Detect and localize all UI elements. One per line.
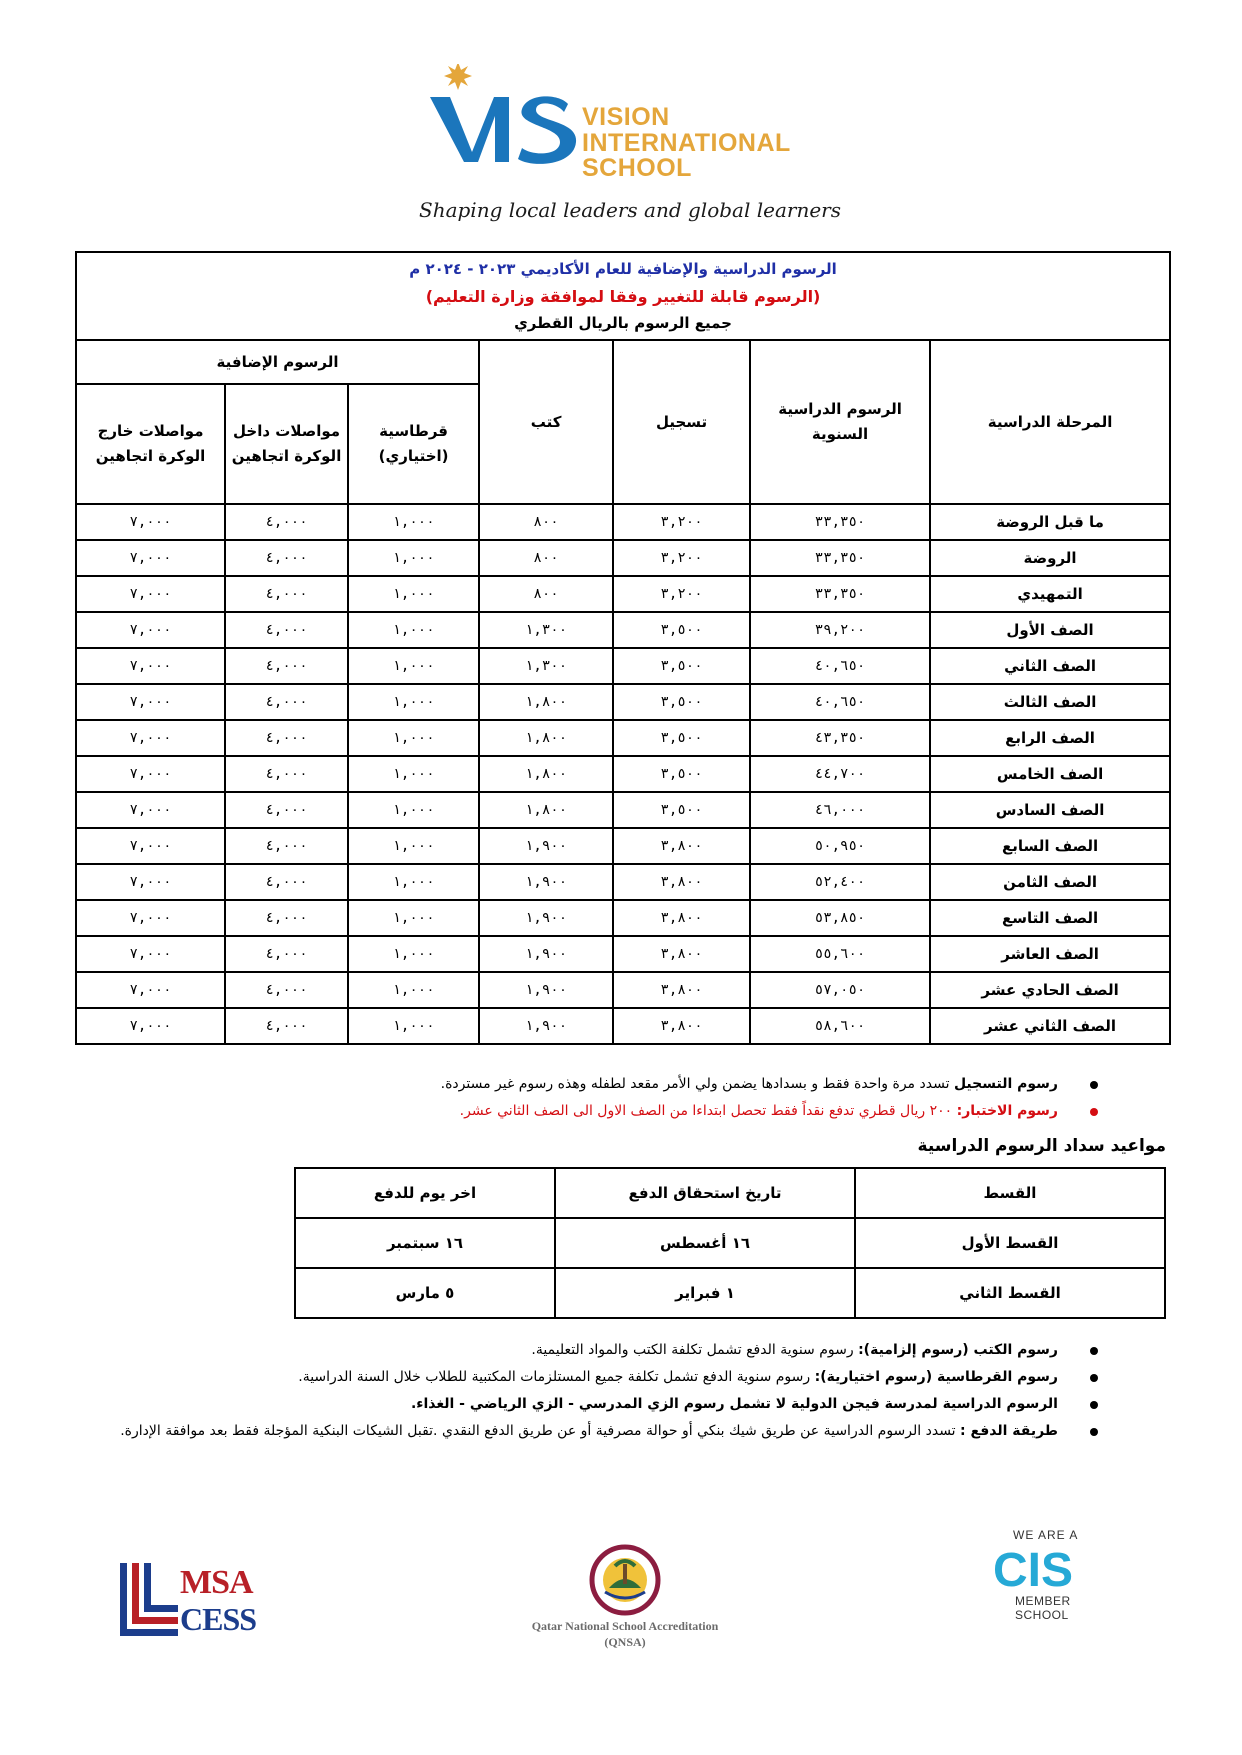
cell-transport-in: ٤,٠٠٠ xyxy=(225,756,348,792)
cell-books: ١,٣٠٠ xyxy=(479,648,613,684)
note-label: رسوم القرطاسية (رسوم اختيارية): xyxy=(814,1369,1058,1385)
cell-registration: ٣,٨٠٠ xyxy=(613,936,750,972)
table-row xyxy=(76,576,1170,612)
col-stationery-line2: (اختياري) xyxy=(378,447,449,465)
table-row xyxy=(76,540,1170,576)
bullet-icon xyxy=(1090,1428,1098,1436)
cell-annual: ٣٣,٣٥٠ xyxy=(750,576,930,612)
cis-top-text: WE ARE A xyxy=(1013,1528,1079,1542)
cell-stationery: ١,٠٠٠ xyxy=(348,828,479,864)
cell-stationery: ١,٠٠٠ xyxy=(348,1008,479,1044)
cell-books: ١,٩٠٠ xyxy=(479,1008,613,1044)
cell-books: ١,٨٠٠ xyxy=(479,756,613,792)
school-logo xyxy=(428,64,828,194)
cis-mark-icon xyxy=(991,1544,1091,1594)
cell-registration: ٣,٨٠٠ xyxy=(613,900,750,936)
cell-registration: ٣,٢٠٠ xyxy=(613,540,750,576)
fees-table xyxy=(75,251,1171,1045)
cell-stage: الصف الثاني عشر xyxy=(930,1008,1170,1044)
col-transport-in xyxy=(225,384,348,504)
cell-registration: ٣,٥٠٠ xyxy=(613,684,750,720)
cell-transport-in: ٤,٠٠٠ xyxy=(225,864,348,900)
cell-transport-in: ٤,٠٠٠ xyxy=(225,828,348,864)
cell-stationery: ١,٠٠٠ xyxy=(348,684,479,720)
cell-stationery: ١,٠٠٠ xyxy=(348,540,479,576)
cell-books: ١,٨٠٠ xyxy=(479,792,613,828)
note-text: تسدد مرة واحدة فقط و بسدادها يضمن ولي الأمر مقعد لطفله وهذه رسوم غير مستردة. xyxy=(440,1076,954,1092)
qnsa-seal-icon xyxy=(585,1540,665,1616)
cell-transport-in: ٤,٠٠٠ xyxy=(225,936,348,972)
table-row xyxy=(76,900,1170,936)
cell-annual: ٤٣,٣٥٠ xyxy=(750,720,930,756)
cell-registration: ٣,٨٠٠ xyxy=(613,828,750,864)
note-item xyxy=(42,1337,1102,1364)
cell-transport-in: ٤,٠٠٠ xyxy=(225,648,348,684)
notes-bottom xyxy=(42,1337,1102,1445)
table-currency: جميع الرسوم بالريال القطري xyxy=(514,313,732,332)
cell-stationery: ١,٠٠٠ xyxy=(348,576,479,612)
cell-registration: ٣,٢٠٠ xyxy=(613,504,750,540)
note-item xyxy=(42,1364,1102,1391)
note-item xyxy=(42,1391,1102,1418)
table-row xyxy=(76,792,1170,828)
cell-stage: الصف السادس xyxy=(930,792,1170,828)
note-label: رسوم التسجيل xyxy=(953,1076,1058,1092)
qnsa-logo xyxy=(505,1540,745,1650)
col-transport-out xyxy=(76,384,225,504)
table-title: الرسوم الدراسية والإضافية للعام الأكاديمي ٢٠٢٣ - ٢٠٢٤ م xyxy=(409,259,837,278)
table-row xyxy=(76,828,1170,864)
bullet-icon xyxy=(1090,1401,1098,1409)
cell-annual: ٥٢,٤٠٠ xyxy=(750,864,930,900)
cis-member: MEMBER xyxy=(1015,1594,1071,1608)
table-row xyxy=(76,864,1170,900)
note-item xyxy=(42,1418,1102,1445)
col-annual: الرسوم الدراسية السنوية xyxy=(750,340,930,504)
cess-text: CESS xyxy=(180,1601,257,1637)
cell-stationery: ١,٠٠٠ xyxy=(348,756,479,792)
cell-transport-in: ٤,٠٠٠ xyxy=(225,540,348,576)
logo-line-vision: VISION xyxy=(582,103,670,131)
table-note: (الرسوم قابلة للتغيير وفقا لموافقة وزارة التعليم) xyxy=(425,286,821,306)
cell-stationery: ١,٠٠٠ xyxy=(348,864,479,900)
cell-stage: الصف السابع xyxy=(930,828,1170,864)
schedule-cell: القسط الأول xyxy=(855,1218,1165,1268)
cis-bottom-text xyxy=(1015,1594,1071,1622)
col-books: كتب xyxy=(479,340,613,504)
schedule-row xyxy=(295,1268,1165,1318)
fee-rows xyxy=(76,504,1170,1044)
cell-books: ١,٩٠٠ xyxy=(479,900,613,936)
cell-stage: الصف الحادي عشر xyxy=(930,972,1170,1008)
cell-transport-in: ٤,٠٠٠ xyxy=(225,792,348,828)
cell-books: ٨٠٠ xyxy=(479,576,613,612)
qnsa-line1: Qatar National School Accreditation xyxy=(531,1619,719,1633)
cell-transport-in: ٤,٠٠٠ xyxy=(225,972,348,1008)
cell-transport-in: ٤,٠٠٠ xyxy=(225,576,348,612)
additional-fees-header: الرسوم الإضافية xyxy=(76,340,479,384)
cell-registration: ٣,٥٠٠ xyxy=(613,756,750,792)
cell-annual: ٤٠,٦٥٠ xyxy=(750,684,930,720)
col-transport-in-line1: مواصلات داخل xyxy=(233,422,341,440)
logo-line-international: INTERNATIONAL xyxy=(582,128,791,157)
note-text: ٢٠٠ ريال قطري تدفع نقداً فقط تحصل ابتداءا من الصف الاول الى الصف الثاني عشر. xyxy=(459,1103,957,1119)
note-text: تسدد الرسوم الدراسية عن طريق شيك بنكي أو حوالة مصرفية أو عن طريق الدفع النقدي .تقبل الشيكات البنكية المؤجلة فقط بعد موافقة الإدارة. xyxy=(120,1423,961,1439)
cell-transport-in: ٤,٠٠٠ xyxy=(225,900,348,936)
cell-transport-out: ٧,٠٠٠ xyxy=(76,900,225,936)
note-text: رسوم سنوية الدفع تشمل تكلفة جميع المستلزمات المكتبية للطلاب خلال السنة الدراسية. xyxy=(298,1369,815,1385)
cell-books: ١,٩٠٠ xyxy=(479,972,613,1008)
cell-books: ٨٠٠ xyxy=(479,504,613,540)
cell-stationery: ١,٠٠٠ xyxy=(348,936,479,972)
cell-stage: الصف الرابع xyxy=(930,720,1170,756)
bullet-icon xyxy=(1090,1374,1098,1382)
cell-stage: التمهيدي xyxy=(930,576,1170,612)
col-transport-out-line2: الوكرة اتجاهين xyxy=(95,447,206,465)
cell-transport-out: ٧,٠٠٠ xyxy=(76,648,225,684)
vis-emblem-icon xyxy=(428,64,588,184)
cell-books: ١,٨٠٠ xyxy=(479,720,613,756)
cis-school: SCHOOL xyxy=(1015,1608,1069,1622)
table-row xyxy=(76,648,1170,684)
schedule-header-cell: تاريخ استحقاق الدفع xyxy=(555,1168,855,1218)
table-title-cell xyxy=(76,252,1170,340)
schedule-row xyxy=(295,1218,1165,1268)
cell-transport-in: ٤,٠٠٠ xyxy=(225,504,348,540)
cis-logo-text: CIS xyxy=(993,1544,1074,1594)
cell-annual: ٣٩,٢٠٠ xyxy=(750,612,930,648)
bullet-icon xyxy=(1090,1108,1098,1116)
cell-transport-out: ٧,٠٠٠ xyxy=(76,756,225,792)
schedule-cell: ١٦ سبتمبر xyxy=(295,1218,555,1268)
note-item xyxy=(42,1098,1102,1125)
schedule-header-row xyxy=(295,1168,1165,1218)
schedule-cell: القسط الثاني xyxy=(855,1268,1165,1318)
cell-stationery: ١,٠٠٠ xyxy=(348,900,479,936)
cell-annual: ٥٧,٠٥٠ xyxy=(750,972,930,1008)
cell-stage: الصف الثاني xyxy=(930,648,1170,684)
cell-transport-in: ٤,٠٠٠ xyxy=(225,1008,348,1044)
schedule-cell: ١ فبراير xyxy=(555,1268,855,1318)
note-label: الرسوم الدراسية لمدرسة فيجن الدولية لا تشمل رسوم الزي المدرسي - الزي الرياضي - الغذاء. xyxy=(410,1396,1058,1412)
table-row xyxy=(76,612,1170,648)
schedule-header-cell: القسط xyxy=(855,1168,1165,1218)
table-row xyxy=(76,504,1170,540)
schedule-header-cell: اخر يوم للدفع xyxy=(295,1168,555,1218)
cell-transport-out: ٧,٠٠٠ xyxy=(76,1008,225,1044)
table-row xyxy=(76,1008,1170,1044)
cell-annual: ٤٦,٠٠٠ xyxy=(750,792,930,828)
note-item xyxy=(42,1071,1102,1098)
bullet-icon xyxy=(1090,1347,1098,1355)
col-transport-out-line1: مواصلات خارج xyxy=(97,422,204,440)
bullet-icon xyxy=(1090,1081,1098,1089)
table-row xyxy=(76,936,1170,972)
cell-annual: ٤٠,٦٥٠ xyxy=(750,648,930,684)
cell-stationery: ١,٠٠٠ xyxy=(348,972,479,1008)
cell-books: ١,٩٠٠ xyxy=(479,936,613,972)
cell-annual: ٣٣,٣٥٠ xyxy=(750,540,930,576)
schedule-table xyxy=(294,1167,1166,1319)
cell-stage: الصف الثالث xyxy=(930,684,1170,720)
cell-transport-in: ٤,٠٠٠ xyxy=(225,684,348,720)
table-row xyxy=(76,720,1170,756)
cell-transport-out: ٧,٠٠٠ xyxy=(76,792,225,828)
notes-top xyxy=(42,1071,1102,1125)
cell-stage: الصف الأول xyxy=(930,612,1170,648)
cell-stationery: ١,٠٠٠ xyxy=(348,612,479,648)
cell-registration: ٣,٨٠٠ xyxy=(613,1008,750,1044)
table-row xyxy=(76,756,1170,792)
schedule-title: مواعيد سداد الرسوم الدراسية xyxy=(917,1136,1166,1156)
cell-stationery: ١,٠٠٠ xyxy=(348,792,479,828)
cell-stage: الصف الثامن xyxy=(930,864,1170,900)
cell-stationery: ١,٠٠٠ xyxy=(348,504,479,540)
cell-transport-out: ٧,٠٠٠ xyxy=(76,576,225,612)
tagline: Shaping local leaders and global learners xyxy=(419,198,841,222)
cell-transport-out: ٧,٠٠٠ xyxy=(76,828,225,864)
cell-transport-out: ٧,٠٠٠ xyxy=(76,684,225,720)
cell-transport-out: ٧,٠٠٠ xyxy=(76,972,225,1008)
schedule-cell: ٥ مارس xyxy=(295,1268,555,1318)
cell-annual: ٥٨,٦٠٠ xyxy=(750,1008,930,1044)
cell-annual: ٣٣,٣٥٠ xyxy=(750,504,930,540)
cell-registration: ٣,٥٠٠ xyxy=(613,648,750,684)
cell-transport-out: ٧,٠٠٠ xyxy=(76,720,225,756)
cell-registration: ٣,٢٠٠ xyxy=(613,576,750,612)
cell-stage: الصف التاسع xyxy=(930,900,1170,936)
cell-stationery: ١,٠٠٠ xyxy=(348,648,479,684)
cell-books: ١,٩٠٠ xyxy=(479,864,613,900)
cell-transport-out: ٧,٠٠٠ xyxy=(76,504,225,540)
cell-transport-out: ٧,٠٠٠ xyxy=(76,540,225,576)
qnsa-line2: (QNSA) xyxy=(604,1635,646,1649)
cell-transport-out: ٧,٠٠٠ xyxy=(76,936,225,972)
cell-books: ١,٩٠٠ xyxy=(479,828,613,864)
cell-registration: ٣,٨٠٠ xyxy=(613,864,750,900)
cell-books: ١,٣٠٠ xyxy=(479,612,613,648)
cell-stage: الروضة xyxy=(930,540,1170,576)
note-text: رسوم سنوية الدفع تشمل تكلفة الكتب والمواد التعليمية. xyxy=(531,1342,859,1358)
qnsa-caption xyxy=(505,1618,745,1650)
cell-transport-out: ٧,٠٠٠ xyxy=(76,864,225,900)
cell-stage: الصف الخامس xyxy=(930,756,1170,792)
cell-books: ١,٨٠٠ xyxy=(479,684,613,720)
cell-transport-in: ٤,٠٠٠ xyxy=(225,720,348,756)
col-stationery xyxy=(348,384,479,504)
cell-annual: ٥٣,٨٥٠ xyxy=(750,900,930,936)
note-label: رسوم الاختبار: xyxy=(956,1103,1058,1119)
table-row xyxy=(76,972,1170,1008)
msa-cess-logo xyxy=(118,1563,268,1639)
cell-registration: ٣,٥٠٠ xyxy=(613,612,750,648)
col-transport-in-line2: الوكرة اتجاهين xyxy=(231,447,342,465)
cell-stage: الصف العاشر xyxy=(930,936,1170,972)
cell-registration: ٣,٥٠٠ xyxy=(613,792,750,828)
cell-registration: ٣,٨٠٠ xyxy=(613,972,750,1008)
cell-stationery: ١,٠٠٠ xyxy=(348,720,479,756)
cell-transport-in: ٤,٠٠٠ xyxy=(225,612,348,648)
cis-logo xyxy=(975,1528,1115,1628)
cell-annual: ٤٤,٧٠٠ xyxy=(750,756,930,792)
note-label: رسوم الكتب (رسوم إلزامية): xyxy=(858,1342,1058,1358)
col-stage: المرحلة الدراسية xyxy=(930,340,1170,504)
msa-lines-icon xyxy=(118,1563,180,1639)
table-row xyxy=(76,684,1170,720)
schedule-cell: ١٦ أغسطس xyxy=(555,1218,855,1268)
msa-text: MSA xyxy=(180,1564,253,1601)
cell-annual: ٥٥,٦٠٠ xyxy=(750,936,930,972)
cell-registration: ٣,٥٠٠ xyxy=(613,720,750,756)
cell-stage: ما قبل الروضة xyxy=(930,504,1170,540)
cell-transport-out: ٧,٠٠٠ xyxy=(76,612,225,648)
cell-books: ٨٠٠ xyxy=(479,540,613,576)
school-name xyxy=(582,105,791,182)
col-registration: تسجيل xyxy=(613,340,750,504)
col-stationery-line1: قرطاسية xyxy=(379,422,448,440)
cell-annual: ٥٠,٩٥٠ xyxy=(750,828,930,864)
logo-line-school: SCHOOL xyxy=(582,154,692,182)
note-label: طريقة الدفع : xyxy=(960,1423,1058,1439)
